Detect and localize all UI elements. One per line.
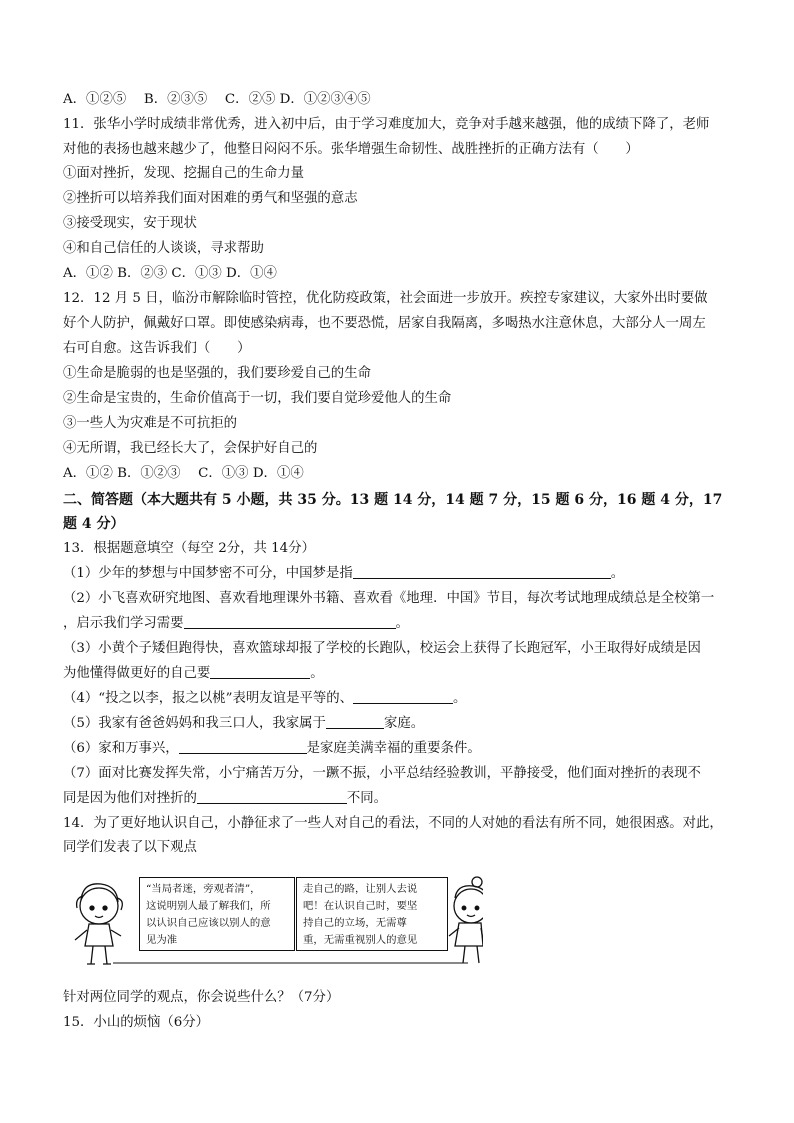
q13-item-1-end: 。 (610, 566, 625, 581)
q14-stem: 14．为了更好地认识自己，小静征求了一些人对自己的看法，不同的人对她的看法有所不同，她很困惑。对此， (63, 816, 723, 831)
q13-item-2: （2）小飞喜欢研究地图、喜欢看地理课外书籍、喜欢看《地理．中国》节目，每次考试地理成绩总是全校第一 (63, 591, 715, 606)
q13-item-6-end: 是家庭美满幸福的重要条件。 (306, 741, 481, 756)
q13-item-4-blank[interactable] (353, 689, 453, 704)
q13-item-5 (63, 714, 735, 734)
q13-item-3-blank[interactable] (210, 664, 310, 679)
q12-stem: 12．12 月 5 日，临汾市解除临时管控，优化防疫政策，社会面进一步放开。疾控专家建议，大家外出时要做 (63, 291, 708, 306)
q13-item-4 (63, 689, 735, 709)
q13-item-6-text: （6）家和万事兴， (63, 741, 179, 756)
q13-item-3-cont (63, 664, 735, 684)
q13-item-2-text: ，启示我们学习需要 (63, 616, 184, 631)
q13-item-1-text: （1）少年的梦想与中国梦密不可分，中国梦是指 (63, 566, 353, 581)
q13-item-7-end: 不同。 (346, 791, 388, 806)
q12-option-2: ②生命是宝贵的，生命价值高于一切，我们要自觉珍爱他人的生命 (63, 391, 452, 406)
q11-option-1: ①面对挫折，发现、挖掘自己的生命力量 (63, 166, 305, 181)
q12-option-3: ③一些人为灾难是不可抗拒的 (63, 416, 238, 431)
q11-stem-cont: 对他的表扬也越来越少了，他整日闷闷不乐。张华增强生命韧性、战胜挫折的正确方法有（ ） (63, 142, 639, 157)
q13-item-3-text: 为他懂得做更好的自己要 (63, 666, 211, 681)
q13-item-7-cont (63, 789, 735, 809)
right-speech-bubble (296, 877, 448, 951)
q13-item-2-cont (63, 614, 735, 634)
left-bubble-line-4: 见为准 (146, 934, 178, 946)
right-bubble-line-4: 重，无需重视别人的意见 (303, 934, 418, 946)
q13-item-1 (63, 564, 735, 584)
q13-item-1-blank[interactable] (353, 564, 611, 579)
q13-item-5-blank[interactable] (326, 714, 384, 729)
left-bubble-line-3: 以认识自己应该以别人的意 (146, 917, 271, 929)
q13-item-2-blank[interactable] (184, 614, 396, 629)
q11-answer-options: A．①② B．②③ C．①③ D．①④ (63, 266, 277, 281)
q13-item-4-text: （4）“投之以李，报之以桃”表明友谊是平等的、 (63, 691, 354, 706)
q13-title: 13．根据题意填空（每空 2分，共 14分） (63, 541, 315, 556)
q13-item-4-end: 。 (453, 691, 467, 706)
q15-title: 15．小山的烦恼（6分） (63, 1015, 210, 1030)
q11-stem: 11．张华小学时成绩非常优秀，进入初中后，由于学习难度加大，竞争对手越来越强，他的成绩下降了，老师 (63, 117, 710, 132)
section-2-heading-cont: 题 4 分） (63, 516, 125, 532)
q12-answer-options: A．①② B．①②③ C．①③ D．①④ (63, 466, 304, 481)
q13-item-3: （3）小黄个子矮但跑得快，喜欢篮球却报了学校的长跑队，校运会上获得了长跑冠军，小王取得好成绩是因 (63, 641, 701, 656)
q10-answer-options: A．①②⑤ B．②③⑤ C．②⑤ D．①②③④⑤ (63, 92, 371, 107)
right-bubble-line-1: 走自己的路，让别人去说 (303, 883, 418, 895)
left-speech-bubble (139, 877, 295, 951)
section-2-heading: 二、简答题（本大题共有 5 小题，共 35 分。13 题 14 分，14 题 7 分，15 题 6 分，16 题 4 分，17 (63, 492, 723, 508)
q12-stem-end: 右可自愈。这告诉我们（ ） (63, 341, 251, 356)
q11-option-2: ②挫折可以培养我们面对困难的勇气和坚强的意志 (63, 191, 358, 206)
q13-item-6 (63, 739, 735, 759)
q14-stem-cont: 同学们发表了以下观点 (63, 840, 197, 855)
q14-cartoon-figure (63, 868, 483, 973)
left-bubble-line-1: “当局者迷，旁观者清”， (146, 883, 261, 895)
q13-item-7: （7）面对比赛发挥失常，小宁痛苦万分，一蹶不振，小平总结经验教训，平静接受，他们面对挫折的表现不 (63, 766, 701, 781)
q11-option-4: ④和自己信任的人谈谈，寻求帮助 (63, 241, 264, 256)
right-bubble-line-2: 吧！在认识自己时，要坚 (303, 900, 418, 912)
right-bubble-line-3: 持自己的立场，无需尊 (303, 917, 407, 929)
left-bubble-line-2: 这说明别人最了解我们，所 (146, 900, 271, 912)
q13-item-6-blank[interactable] (179, 739, 307, 754)
q13-item-7-blank[interactable] (197, 789, 347, 804)
q14-prompt: 针对两位同学的观点，你会说些什么？（7分） (63, 990, 340, 1005)
q11-option-3: ③接受现实，安于现状 (63, 216, 197, 231)
q12-option-1: ①生命是脆弱的也是坚强的，我们要珍爱自己的生命 (63, 366, 371, 381)
q12-stem-cont: 好个人防护，佩戴好口罩。即使感染病毒，也不要恐慌，居家自我隔离，多喝热水注意休息，大部分人一周左 (63, 316, 706, 331)
q13-item-5-end: 家庭。 (383, 716, 425, 731)
q13-item-7-text: 同是因为他们对挫折的 (63, 791, 197, 806)
q13-item-5-text: （5）我家有爸爸妈妈和我三口人，我家属于 (63, 716, 326, 731)
q12-option-4: ④无所谓，我已经长大了，会保护好自己的 (63, 441, 318, 456)
q13-item-3-end: 。 (310, 666, 324, 681)
right-girl-illustration (449, 877, 483, 963)
q13-item-2-end: 。 (395, 616, 409, 631)
left-girl-illustration (75, 884, 122, 964)
